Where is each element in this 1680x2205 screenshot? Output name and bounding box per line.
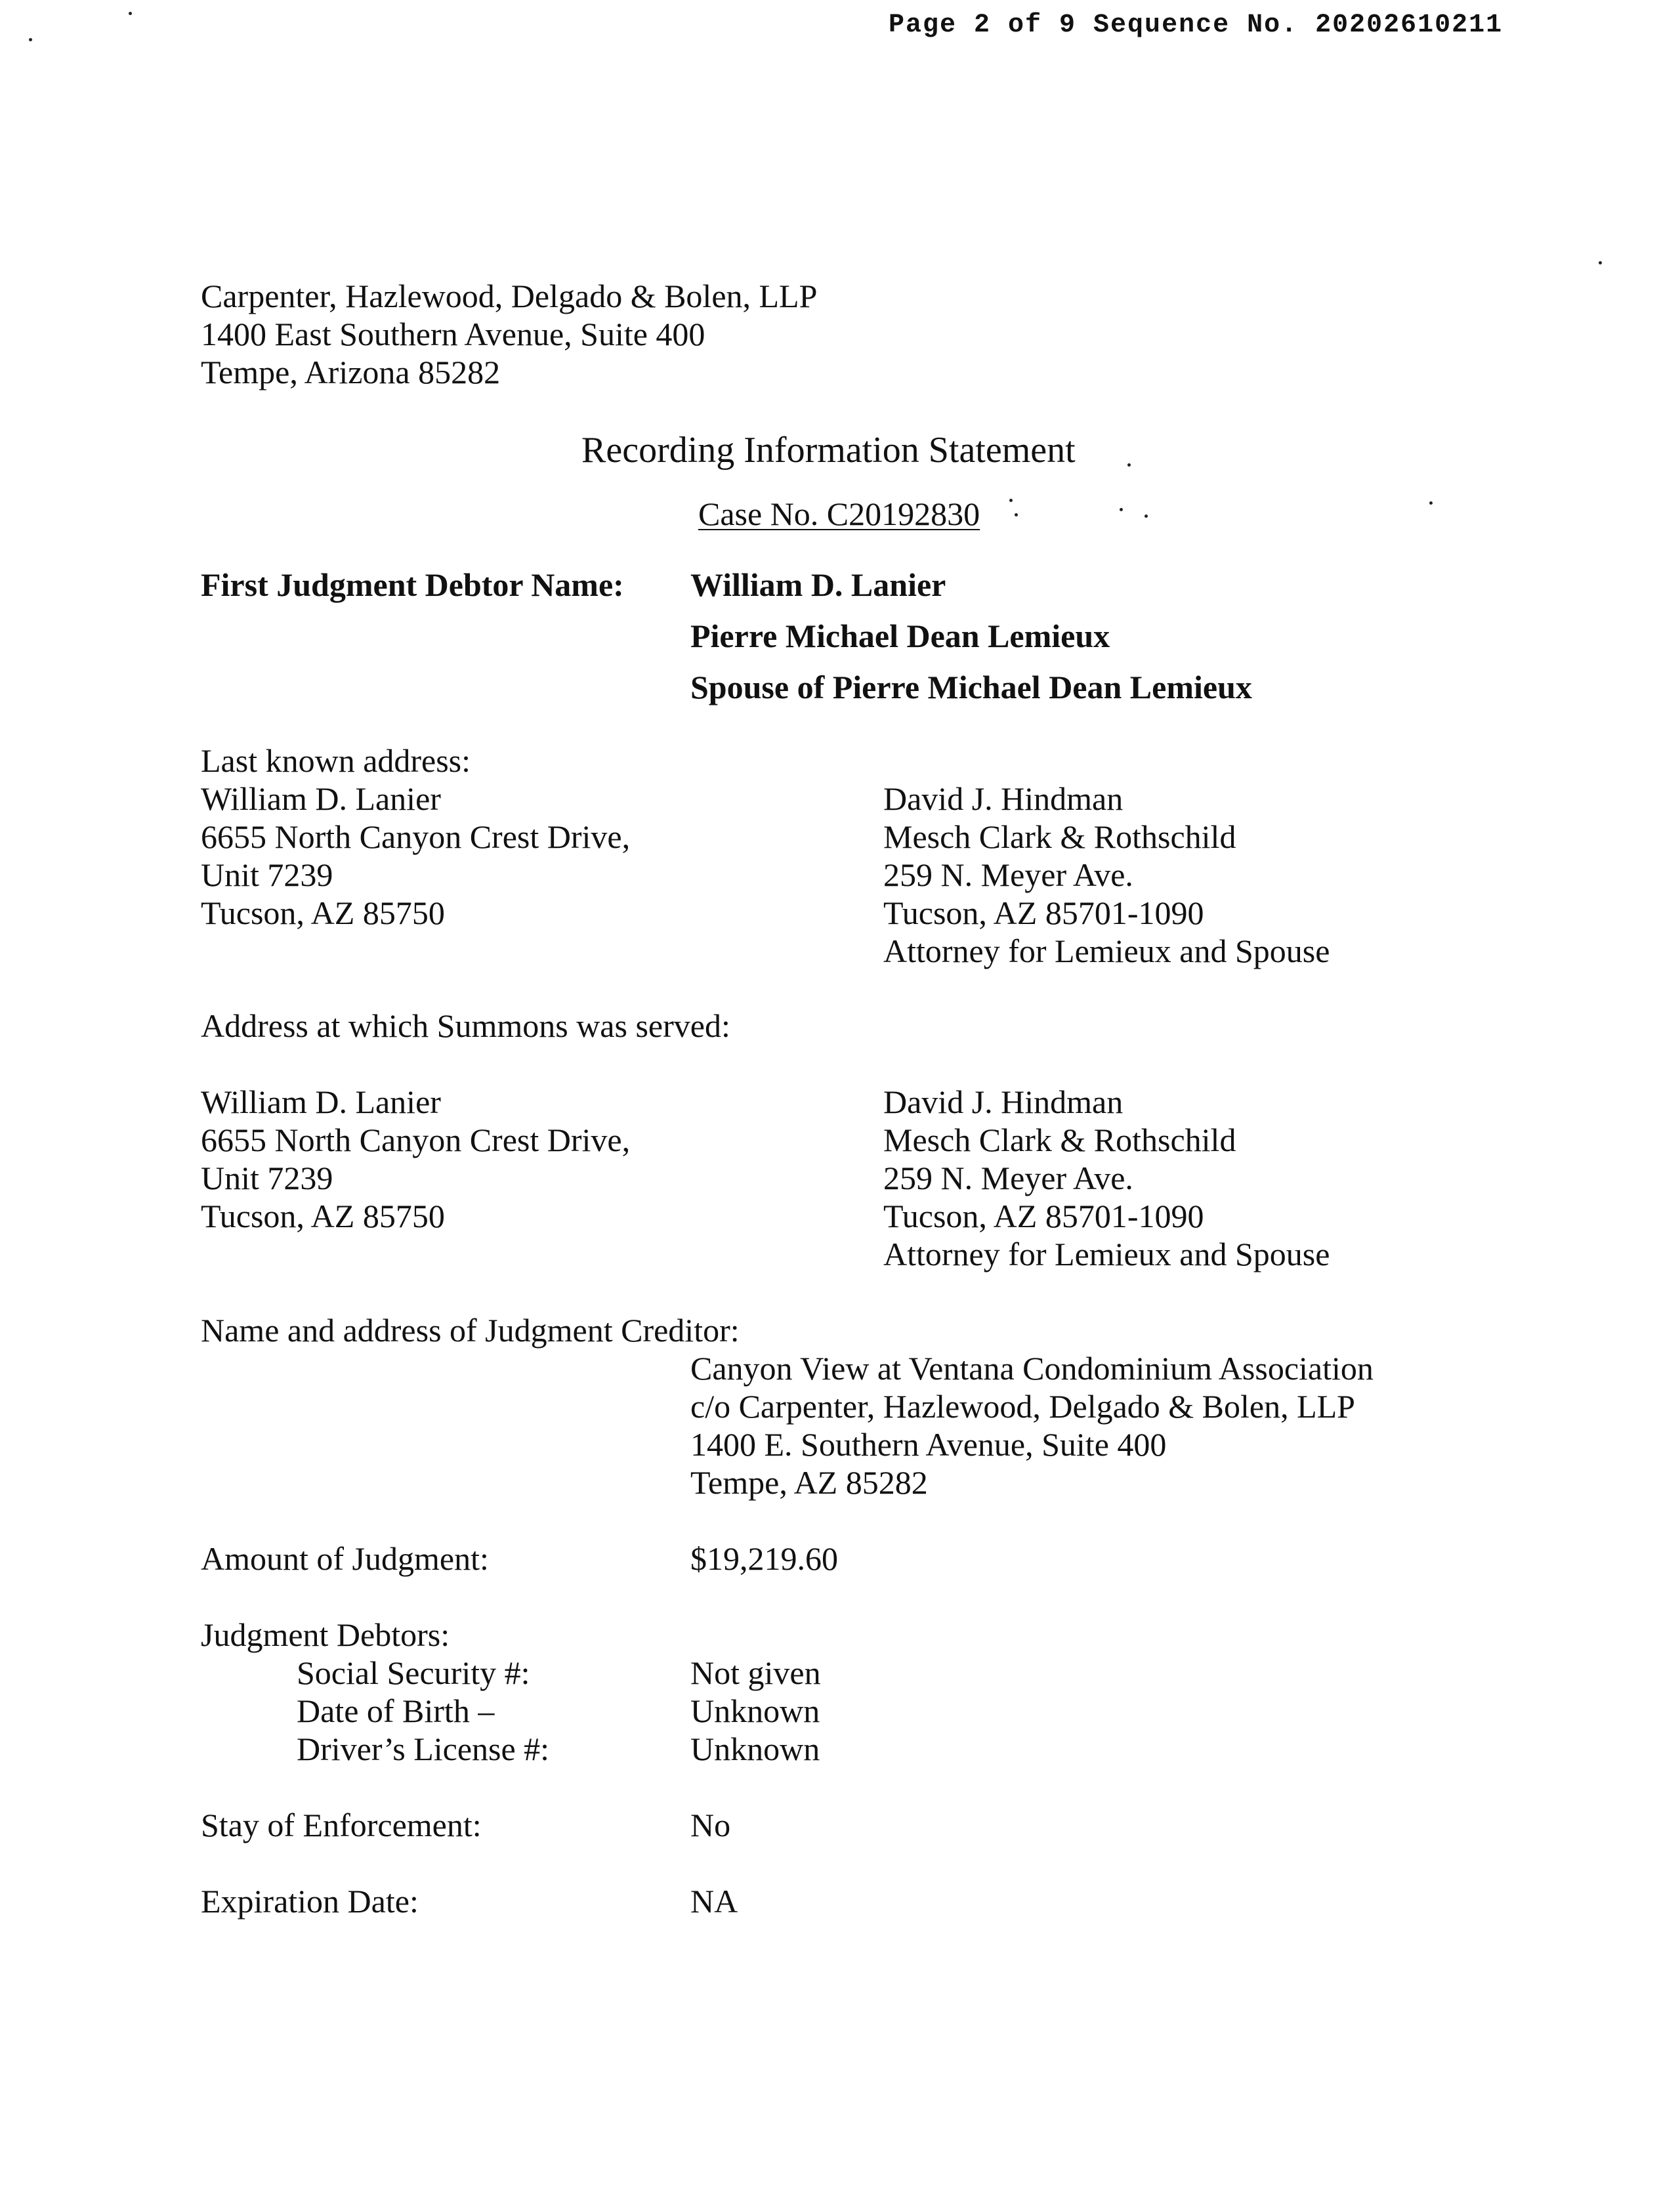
address-line: Mesch Clark & Rothschild [883, 818, 1236, 855]
creditor-line: Canyon View at Ventana Condominium Association [690, 1350, 1374, 1387]
scan-speck [1429, 501, 1433, 505]
creditor-label: Name and address of Judgment Creditor: [201, 1312, 740, 1349]
scan-speck [29, 38, 32, 41]
address-line: Unit 7239 [201, 856, 333, 893]
license-label: Driver’s License #: [297, 1731, 550, 1767]
address-line: 6655 North Canyon Crest Drive, [201, 818, 631, 855]
firm-street: 1400 East Southern Avenue, Suite 400 [201, 316, 705, 352]
debtor-name-3: Spouse of Pierre Michael Dean Lemieux [690, 669, 1252, 705]
amount-label: Amount of Judgment: [201, 1540, 489, 1577]
address-line: 259 N. Meyer Ave. [883, 856, 1133, 893]
judgment-debtors-label: Judgment Debtors: [201, 1616, 450, 1653]
summons-address-right [883, 1083, 1330, 1273]
summons-address-left [201, 1083, 630, 1235]
debtor-name-2: Pierre Michael Dean Lemieux [690, 618, 1110, 654]
debtor-info-values [690, 1654, 821, 1768]
dob-label: Date of Birth – [297, 1692, 495, 1729]
page-sequence-header: Page 2 of 9 Sequence No. 20202610211 [889, 10, 1503, 40]
summons-label: Address at which Summons was served: [201, 1007, 730, 1044]
address-line: 6655 North Canyon Crest Drive, [201, 1122, 631, 1158]
address-line: Unit 7239 [201, 1160, 333, 1196]
address-line: Tucson, AZ 85750 [201, 894, 445, 931]
amount-value: $19,219.60 [690, 1540, 838, 1577]
scan-speck [1009, 499, 1013, 502]
scan-speck [129, 12, 132, 15]
address-line: Mesch Clark & Rothschild [883, 1122, 1236, 1158]
address-line: David J. Hindman [883, 780, 1124, 817]
dob-value: Unknown [690, 1692, 820, 1729]
address-line: Attorney for Lemieux and Spouse [883, 1236, 1330, 1272]
address-line: Attorney for Lemieux and Spouse [883, 933, 1330, 969]
license-value: Unknown [690, 1731, 820, 1767]
scan-speck [1599, 261, 1602, 264]
document-title: Recording Information Statement [581, 430, 1076, 471]
expiration-label: Expiration Date: [201, 1883, 419, 1920]
stay-label: Stay of Enforcement: [201, 1807, 482, 1843]
address-line: William D. Lanier [201, 780, 441, 817]
creditor-address [690, 1349, 1374, 1502]
scan-speck [1127, 463, 1131, 467]
debtor-info-labels [297, 1654, 549, 1768]
creditor-line: c/o Carpenter, Hazlewood, Delgado & Bolen, LLP [690, 1388, 1355, 1425]
last-known-address-left [201, 742, 630, 932]
firm-name: Carpenter, Hazlewood, Delgado & Bolen, LLP [201, 278, 818, 314]
creditor-line: Tempe, AZ 85282 [690, 1464, 928, 1501]
scan-speck [1120, 508, 1123, 511]
scan-speck [1015, 513, 1018, 516]
firm-city: Tempe, Arizona 85282 [201, 354, 501, 390]
address-line: David J. Hindman [883, 1083, 1124, 1120]
last-known-label: Last known address: [201, 742, 471, 779]
first-debtor-label: First Judgment Debtor Name: [201, 566, 624, 603]
debtor-name-1: William D. Lanier [690, 566, 946, 603]
firm-address-block [201, 277, 817, 391]
last-known-address-right [883, 780, 1330, 970]
ssn-label: Social Security #: [297, 1654, 530, 1691]
ssn-value: Not given [690, 1654, 821, 1691]
scan-speck [1144, 514, 1148, 518]
expiration-value: NA [690, 1883, 738, 1920]
address-line: 259 N. Meyer Ave. [883, 1160, 1133, 1196]
address-line: Tucson, AZ 85750 [201, 1198, 445, 1234]
first-debtor-names [690, 566, 1252, 719]
address-line: Tucson, AZ 85701-1090 [883, 1198, 1204, 1234]
stay-value: No [690, 1807, 731, 1843]
address-line: William D. Lanier [201, 1083, 441, 1120]
creditor-line: 1400 E. Southern Avenue, Suite 400 [690, 1426, 1167, 1463]
case-number: Case No. C20192830 [698, 495, 980, 532]
address-line: Tucson, AZ 85701-1090 [883, 894, 1204, 931]
